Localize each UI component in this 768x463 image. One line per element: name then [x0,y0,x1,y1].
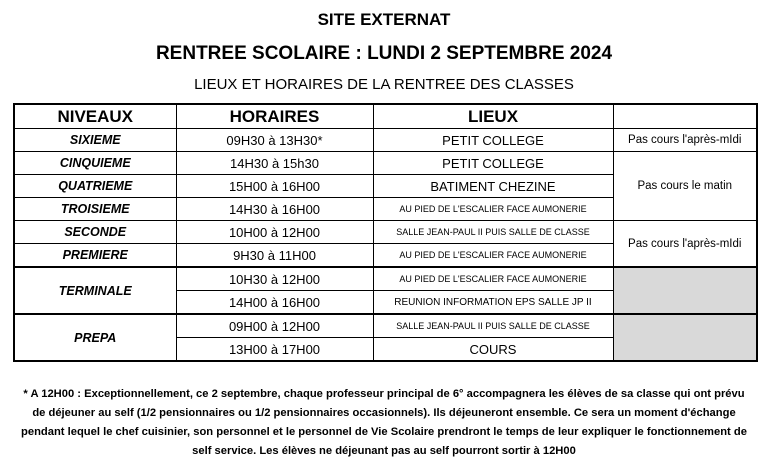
note-cell: Pas cours le matin [613,152,757,221]
empty-grey-cell [613,314,757,361]
col-header-niveaux: NIVEAUX [14,104,176,129]
niveau-cell: TERMINALE [14,267,176,314]
note-cell: Pas cours l'après-mIdi [613,129,757,152]
table-row [14,221,757,244]
lieu-cell: SALLE JEAN-PAUL II PUIS SALLE DE CLASSE [373,221,613,244]
lieu-cell: AU PIED DE L'ESCALIER FACE AUMONERIE [373,267,613,291]
horaire-cell: 14H30 à 15h30 [176,152,373,175]
site-title: SITE EXTERNAT [317,10,451,29]
lieu-cell: AU PIED DE L'ESCALIER FACE AUMONERIE [373,244,613,268]
col-header-lieux: LIEUX [373,104,613,129]
horaire-cell: 09H00 à 12H00 [176,314,373,338]
niveau-cell: QUATRIEME [14,175,176,198]
horaire-cell: 15H00 à 16H00 [176,175,373,198]
lieu-cell: REUNION INFORMATION EPS SALLE JP II [373,291,613,315]
lieu-cell: SALLE JEAN-PAUL II PUIS SALLE DE CLASSE [373,314,613,338]
lieu-cell: BATIMENT CHEZINE [373,175,613,198]
lieu-cell: AU PIED DE L'ESCALIER FACE AUMONERIE [373,198,613,221]
niveau-cell: PREMIERE [14,244,176,268]
horaire-cell: 13H00 à 17H00 [176,338,373,362]
horaire-cell: 10H00 à 12H00 [176,221,373,244]
table-header-row [14,104,757,129]
lieu-cell: COURS [373,338,613,362]
lieu-cell: PETIT COLLEGE [373,152,613,175]
empty-grey-cell [613,267,757,314]
col-header-notes [613,104,757,129]
niveau-cell: SECONDE [14,221,176,244]
col-header-horaires: HORAIRES [176,104,373,129]
niveau-cell: TROISIEME [14,198,176,221]
niveau-cell: SIXIEME [14,129,176,152]
subtitle: LIEUX ET HORAIRES DE LA RENTREE DES CLASSES [194,76,574,93]
schedule-table [13,103,758,362]
horaire-cell: 14H30 à 16H00 [176,198,373,221]
table-row [14,129,757,152]
table-row [14,267,757,291]
niveau-cell: PREPA [14,314,176,361]
table-row [14,152,757,175]
footnote: * A 12H00 : Exceptionnellement, ce 2 septembre, chaque professeur principal de 6° accompagnera les élèves de sa classe qui ont prévu de déjeuner au self (1/2 pensionnaires ou 1/2 pensionnaires occasionnels). Ils déjeuneront ensemble. Ce sera un moment d'échange pendant lequel le chef cuisinier, son personnel et le personnel de Vie Scolaire prendront le temps de leur expliquer le fonctionnement de self service. Les élèves ne déjeunant pas au self pourront sortir à 12H00 [21,388,747,457]
rentree-title: RENTREE SCOLAIRE : LUNDI 2 SEPTEMBRE 2024 [155,43,613,64]
horaire-cell: 14H00 à 16H00 [176,291,373,315]
note-cell: Pas cours l'après-mIdi [613,221,757,268]
lieu-cell: PETIT COLLEGE [373,129,613,152]
table-row [14,314,757,338]
horaire-cell: 9H30 à 11H00 [176,244,373,268]
horaire-cell: 10H30 à 12H00 [176,267,373,291]
niveau-cell: CINQUIEME [14,152,176,175]
horaire-cell: 09H30 à 13H30* [176,129,373,152]
